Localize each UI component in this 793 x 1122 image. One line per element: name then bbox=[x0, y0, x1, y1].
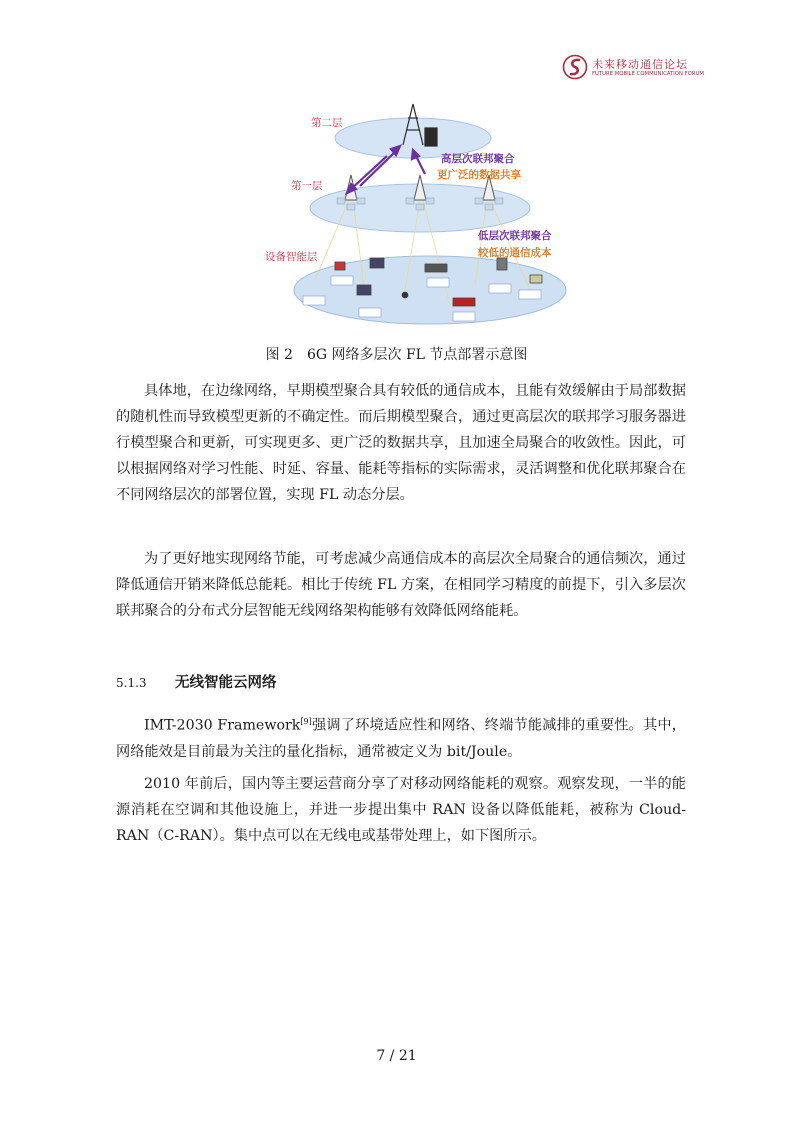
layer1-label: 第一层 bbox=[291, 180, 323, 192]
high-aggregation-title: 高层次联邦聚合 bbox=[441, 153, 515, 165]
figure-caption: 图 2 6G 网络多层次 FL 节点部署示意图 bbox=[265, 347, 528, 363]
page-number: 7 / 21 bbox=[376, 1048, 417, 1064]
high-aggregation-sub: 更广泛的数据共享 bbox=[437, 169, 521, 181]
paragraph-2: 为了更好地实现网络节能，可考虑减少高通信成本的高层次全局聚合的通信频次，通过降低通信开销来降低总能耗。相比于传统 FL 方案，在相同学习精度的前提下，引入多层次联邦聚合的分布式分层智能无线网络架构能够有效降低网络能耗。 bbox=[116, 551, 686, 619]
paragraph-3-lead: IMT-2030 Framework bbox=[144, 717, 301, 734]
paragraph-4: 2010 年前后，国内等主要运营商分享了对移动网络能耗的观察。观察发现，一半的能源消耗在空调和其他设施上，并进一步提出集中 RAN 设备以降低能耗，被称为 Cloud-RAN（C-RAN）。集中点可以在无线电或基带处理上，如下图所示。 bbox=[116, 776, 686, 844]
paragraph-3 bbox=[116, 709, 686, 765]
layer2-label: 第二层 bbox=[311, 117, 343, 129]
forum-logo bbox=[562, 54, 702, 82]
section-number: 5.1.3 bbox=[116, 676, 147, 690]
section-heading bbox=[116, 671, 277, 692]
fl-layer-diagram bbox=[265, 90, 575, 330]
logo-text-cn: 未来移动通信论坛 bbox=[592, 58, 688, 71]
device-layer-label: 设备智能层 bbox=[265, 251, 318, 263]
paragraph-3-body: 强调了环境适应性和网络、终端节能减排的重要性。其中，网络能效是目前最为关注的量化指标，通常被定义为 bit/Joule。 bbox=[116, 717, 686, 760]
section-title: 无线智能云网络 bbox=[175, 675, 277, 691]
forum-logo-icon bbox=[562, 54, 588, 80]
low-aggregation-title: 低层次联邦聚合 bbox=[478, 230, 552, 242]
logo-text-en: FUTURE MOBILE COMMUNICATION FORUM bbox=[592, 71, 704, 77]
citation-ref[interactable]: [9] bbox=[300, 717, 312, 726]
paragraph-1: 具体地，在边缘网络，早期模型聚合具有较低的通信成本，且能有效缓解由于局部数据的随机性而导致模型更新的不确定性。而后期模型聚合，通过更高层次的联邦学习服务器进行模型聚合和更新，可实现更多、更广泛的数据共享，且加速全局聚合的收敛性。因此，可以根据网络对学习性能、时延、容量、能耗等指标的实际需求，灵活调整和优化联邦聚合在不同网络层次的部署位置，实现 FL 动态分层。 bbox=[116, 383, 686, 503]
low-aggregation-sub: 较低的通信成本 bbox=[478, 247, 552, 259]
